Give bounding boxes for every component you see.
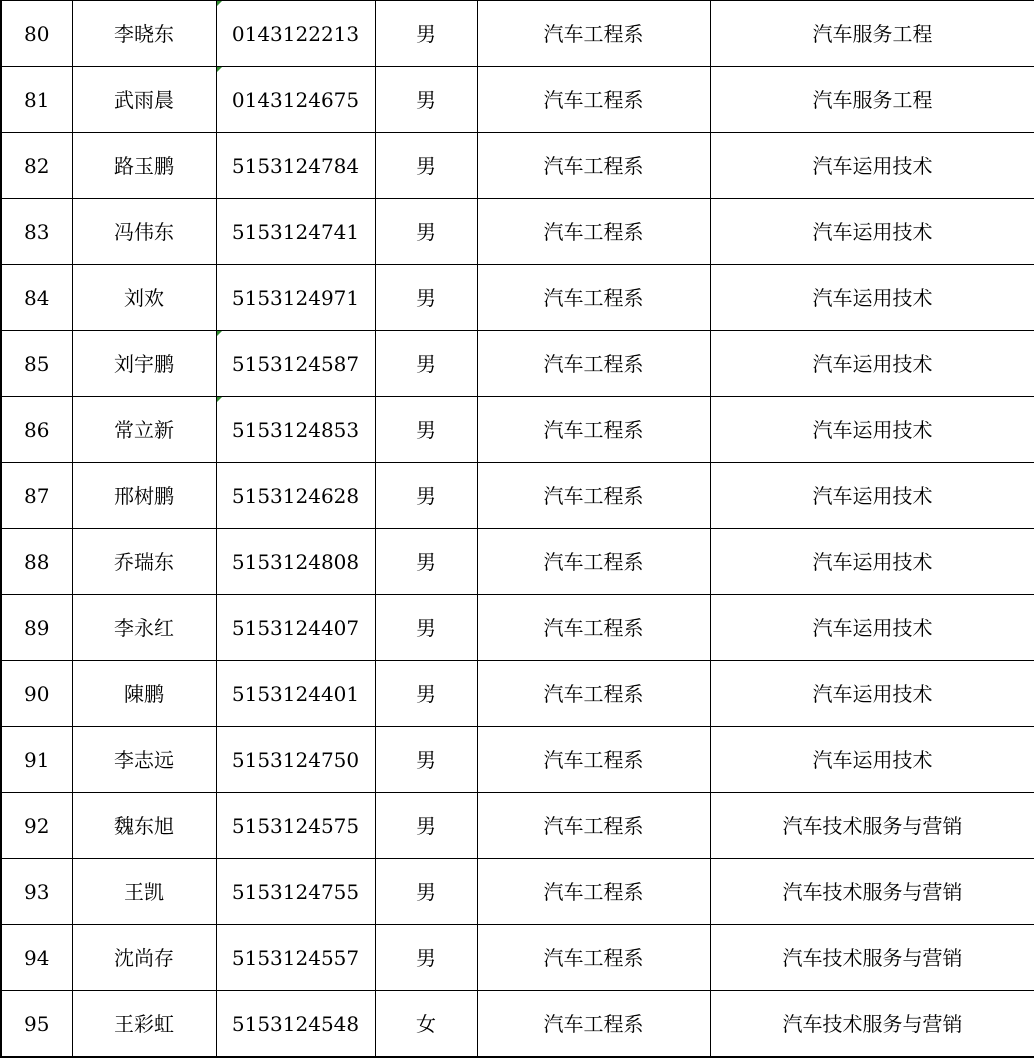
department-text: 汽车工程系 <box>543 681 644 706</box>
gender-text: 男 <box>416 483 436 508</box>
major-text: 汽车运用技术 <box>812 615 933 640</box>
row-index-cell <box>1 661 72 727</box>
row-index-text: 87 <box>24 483 50 508</box>
row-index-text: 89 <box>24 615 50 640</box>
major-cell <box>710 595 1034 661</box>
student-id-text: 5153124853 <box>231 417 360 442</box>
table-row <box>1 991 1034 1058</box>
gender-text: 男 <box>416 417 436 442</box>
row-index-cell <box>1 133 72 199</box>
row-index-cell <box>1 727 72 793</box>
row-index-cell <box>1 67 72 133</box>
student-id-cell <box>216 133 375 199</box>
student-name-cell <box>72 859 216 925</box>
student-name-cell <box>72 265 216 331</box>
major-text: 汽车运用技术 <box>812 153 933 178</box>
cell-comment-indicator-icon <box>217 67 222 72</box>
row-index-cell <box>1 595 72 661</box>
cell-comment-indicator-icon <box>217 331 222 336</box>
gender-text: 女 <box>416 1011 436 1036</box>
gender-text: 男 <box>416 219 436 244</box>
student-id-text: 0143124675 <box>231 87 360 112</box>
major-cell <box>710 529 1034 595</box>
gender-cell <box>375 661 477 727</box>
gender-cell <box>375 133 477 199</box>
row-index-text: 94 <box>24 945 50 970</box>
department-cell <box>477 199 710 265</box>
row-index-text: 80 <box>24 21 50 46</box>
department-cell <box>477 331 710 397</box>
cell-comment-indicator-icon <box>217 1 222 6</box>
student-name-text: 王彩虹 <box>114 1011 174 1036</box>
student-name-text: 乔瑞东 <box>114 549 174 574</box>
row-index-text: 81 <box>24 87 50 112</box>
student-id-cell <box>216 463 375 529</box>
student-id-cell <box>216 991 375 1058</box>
student-id-text: 5153124971 <box>231 285 360 310</box>
gender-cell <box>375 331 477 397</box>
major-cell <box>710 727 1034 793</box>
student-name-text: 李志远 <box>114 747 174 772</box>
gender-cell <box>375 1 477 67</box>
student-name-cell <box>72 133 216 199</box>
student-id-text: 5153124587 <box>231 351 360 376</box>
major-cell <box>710 991 1034 1058</box>
gender-text: 男 <box>416 747 436 772</box>
department-text: 汽车工程系 <box>543 747 644 772</box>
student-name-cell <box>72 331 216 397</box>
student-name-text: 刘欢 <box>124 285 164 310</box>
student-id-text: 5153124755 <box>231 879 360 904</box>
student-name-cell <box>72 529 216 595</box>
table-row <box>1 727 1034 793</box>
row-index-text: 95 <box>24 1011 50 1036</box>
gender-cell <box>375 859 477 925</box>
gender-cell <box>375 397 477 463</box>
major-text: 汽车运用技术 <box>812 417 933 442</box>
table-row <box>1 199 1034 265</box>
student-id-text: 0143122213 <box>231 21 360 46</box>
table-row <box>1 661 1034 727</box>
gender-text: 男 <box>416 351 436 376</box>
row-index-cell <box>1 463 72 529</box>
table-row <box>1 1 1034 67</box>
gender-text: 男 <box>416 681 436 706</box>
student-name-cell <box>72 397 216 463</box>
student-id-cell <box>216 859 375 925</box>
gender-cell <box>375 67 477 133</box>
department-text: 汽车工程系 <box>543 945 644 970</box>
row-index-cell <box>1 1 72 67</box>
major-text: 汽车技术服务与营销 <box>782 945 963 970</box>
department-cell <box>477 991 710 1058</box>
department-cell <box>477 397 710 463</box>
student-id-cell <box>216 67 375 133</box>
major-cell <box>710 793 1034 859</box>
student-id-cell <box>216 925 375 991</box>
major-cell <box>710 463 1034 529</box>
major-cell <box>710 661 1034 727</box>
gender-cell <box>375 199 477 265</box>
student-name-text: 冯伟东 <box>114 219 174 244</box>
student-name-cell <box>72 595 216 661</box>
major-cell <box>710 331 1034 397</box>
row-index-cell <box>1 991 72 1058</box>
student-name-text: 李晓东 <box>114 21 174 46</box>
table-row <box>1 331 1034 397</box>
major-text: 汽车服务工程 <box>812 21 933 46</box>
department-text: 汽车工程系 <box>543 285 644 310</box>
student-name-text: 魏东旭 <box>114 813 174 838</box>
student-id-cell <box>216 595 375 661</box>
row-index-text: 86 <box>24 417 50 442</box>
department-cell <box>477 463 710 529</box>
major-text: 汽车技术服务与营销 <box>782 1011 963 1036</box>
student-id-text: 5153124548 <box>231 1011 360 1036</box>
cell-comment-indicator-icon <box>217 397 222 402</box>
department-cell <box>477 1 710 67</box>
student-name-cell <box>72 1 216 67</box>
table-row <box>1 133 1034 199</box>
table-row <box>1 397 1034 463</box>
row-index-cell <box>1 925 72 991</box>
major-cell <box>710 1 1034 67</box>
row-index-cell <box>1 199 72 265</box>
student-id-cell <box>216 265 375 331</box>
row-index-cell <box>1 793 72 859</box>
department-cell <box>477 859 710 925</box>
major-text: 汽车运用技术 <box>812 285 933 310</box>
major-text: 汽车运用技术 <box>812 681 933 706</box>
student-name-text: 陳鹏 <box>124 681 164 706</box>
row-index-cell <box>1 529 72 595</box>
student-name-text: 李永红 <box>114 615 174 640</box>
gender-cell <box>375 595 477 661</box>
student-id-text: 5153124401 <box>231 681 360 706</box>
department-text: 汽车工程系 <box>543 813 644 838</box>
major-text: 汽车服务工程 <box>812 87 933 112</box>
major-text: 汽车运用技术 <box>812 351 933 376</box>
row-index-cell <box>1 859 72 925</box>
row-index-text: 83 <box>24 219 50 244</box>
table-row <box>1 595 1034 661</box>
department-cell <box>477 925 710 991</box>
gender-text: 男 <box>416 21 436 46</box>
department-cell <box>477 727 710 793</box>
major-text: 汽车技术服务与营销 <box>782 813 963 838</box>
table-row <box>1 529 1034 595</box>
major-cell <box>710 265 1034 331</box>
student-id-text: 5153124575 <box>231 813 360 838</box>
student-name-text: 刘宇鹏 <box>114 351 174 376</box>
department-cell <box>477 661 710 727</box>
gender-cell <box>375 265 477 331</box>
major-text: 汽车技术服务与营销 <box>782 879 963 904</box>
department-text: 汽车工程系 <box>543 615 644 640</box>
department-text: 汽车工程系 <box>543 153 644 178</box>
student-id-cell <box>216 529 375 595</box>
gender-cell <box>375 793 477 859</box>
student-name-cell <box>72 991 216 1058</box>
gender-text: 男 <box>416 549 436 574</box>
student-id-cell <box>216 661 375 727</box>
department-cell <box>477 133 710 199</box>
gender-cell <box>375 727 477 793</box>
major-text: 汽车运用技术 <box>812 549 933 574</box>
department-text: 汽车工程系 <box>543 351 644 376</box>
table-row <box>1 463 1034 529</box>
row-index-cell <box>1 265 72 331</box>
row-index-text: 92 <box>24 813 50 838</box>
student-id-text: 5153124557 <box>231 945 360 970</box>
major-cell <box>710 199 1034 265</box>
department-cell <box>477 595 710 661</box>
department-cell <box>477 265 710 331</box>
table-row <box>1 793 1034 859</box>
department-cell <box>477 793 710 859</box>
student-name-text: 路玉鹏 <box>114 153 174 178</box>
row-index-text: 85 <box>24 351 50 376</box>
row-index-text: 84 <box>24 285 50 310</box>
gender-text: 男 <box>416 285 436 310</box>
student-id-text: 5153124741 <box>231 219 360 244</box>
student-id-cell <box>216 1 375 67</box>
table-row <box>1 925 1034 991</box>
major-text: 汽车运用技术 <box>812 483 933 508</box>
row-index-text: 90 <box>24 681 50 706</box>
row-index-text: 91 <box>24 747 50 772</box>
student-id-cell <box>216 727 375 793</box>
student-name-cell <box>72 661 216 727</box>
student-name-text: 王凯 <box>124 879 164 904</box>
gender-text: 男 <box>416 813 436 838</box>
row-index-text: 93 <box>24 879 50 904</box>
department-text: 汽车工程系 <box>543 87 644 112</box>
student-name-text: 常立新 <box>114 417 174 442</box>
table-row <box>1 67 1034 133</box>
gender-text: 男 <box>416 945 436 970</box>
student-name-cell <box>72 793 216 859</box>
major-cell <box>710 859 1034 925</box>
gender-cell <box>375 463 477 529</box>
student-id-cell <box>216 397 375 463</box>
major-cell <box>710 133 1034 199</box>
row-index-text: 82 <box>24 153 50 178</box>
department-text: 汽车工程系 <box>543 483 644 508</box>
gender-text: 男 <box>416 87 436 112</box>
department-cell <box>477 529 710 595</box>
student-name-text: 邢树鹏 <box>114 483 174 508</box>
student-id-text: 5153124407 <box>231 615 360 640</box>
department-text: 汽车工程系 <box>543 879 644 904</box>
department-text: 汽车工程系 <box>543 21 644 46</box>
gender-text: 男 <box>416 879 436 904</box>
department-text: 汽车工程系 <box>543 219 644 244</box>
student-id-text: 5153124750 <box>231 747 360 772</box>
major-text: 汽车运用技术 <box>812 747 933 772</box>
row-index-cell <box>1 331 72 397</box>
gender-cell <box>375 529 477 595</box>
department-text: 汽车工程系 <box>543 1011 644 1036</box>
major-text: 汽车运用技术 <box>812 219 933 244</box>
gender-text: 男 <box>416 153 436 178</box>
student-id-cell <box>216 331 375 397</box>
gender-cell <box>375 991 477 1058</box>
student-id-cell <box>216 199 375 265</box>
student-name-text: 武雨晨 <box>114 87 174 112</box>
table-row <box>1 265 1034 331</box>
department-text: 汽车工程系 <box>543 417 644 442</box>
student-name-cell <box>72 199 216 265</box>
department-text: 汽车工程系 <box>543 549 644 574</box>
student-id-text: 5153124628 <box>231 483 360 508</box>
student-id-text: 5153124808 <box>231 549 360 574</box>
row-index-cell <box>1 397 72 463</box>
student-name-cell <box>72 463 216 529</box>
student-id-text: 5153124784 <box>231 153 360 178</box>
row-index-text: 88 <box>24 549 50 574</box>
gender-cell <box>375 925 477 991</box>
roster-body <box>1 1 1034 1058</box>
major-cell <box>710 397 1034 463</box>
student-name-text: 沈尚存 <box>114 945 174 970</box>
table-row <box>1 859 1034 925</box>
major-cell <box>710 925 1034 991</box>
student-name-cell <box>72 925 216 991</box>
department-cell <box>477 67 710 133</box>
major-cell <box>710 67 1034 133</box>
student-id-cell <box>216 793 375 859</box>
student-name-cell <box>72 67 216 133</box>
gender-text: 男 <box>416 615 436 640</box>
student-name-cell <box>72 727 216 793</box>
